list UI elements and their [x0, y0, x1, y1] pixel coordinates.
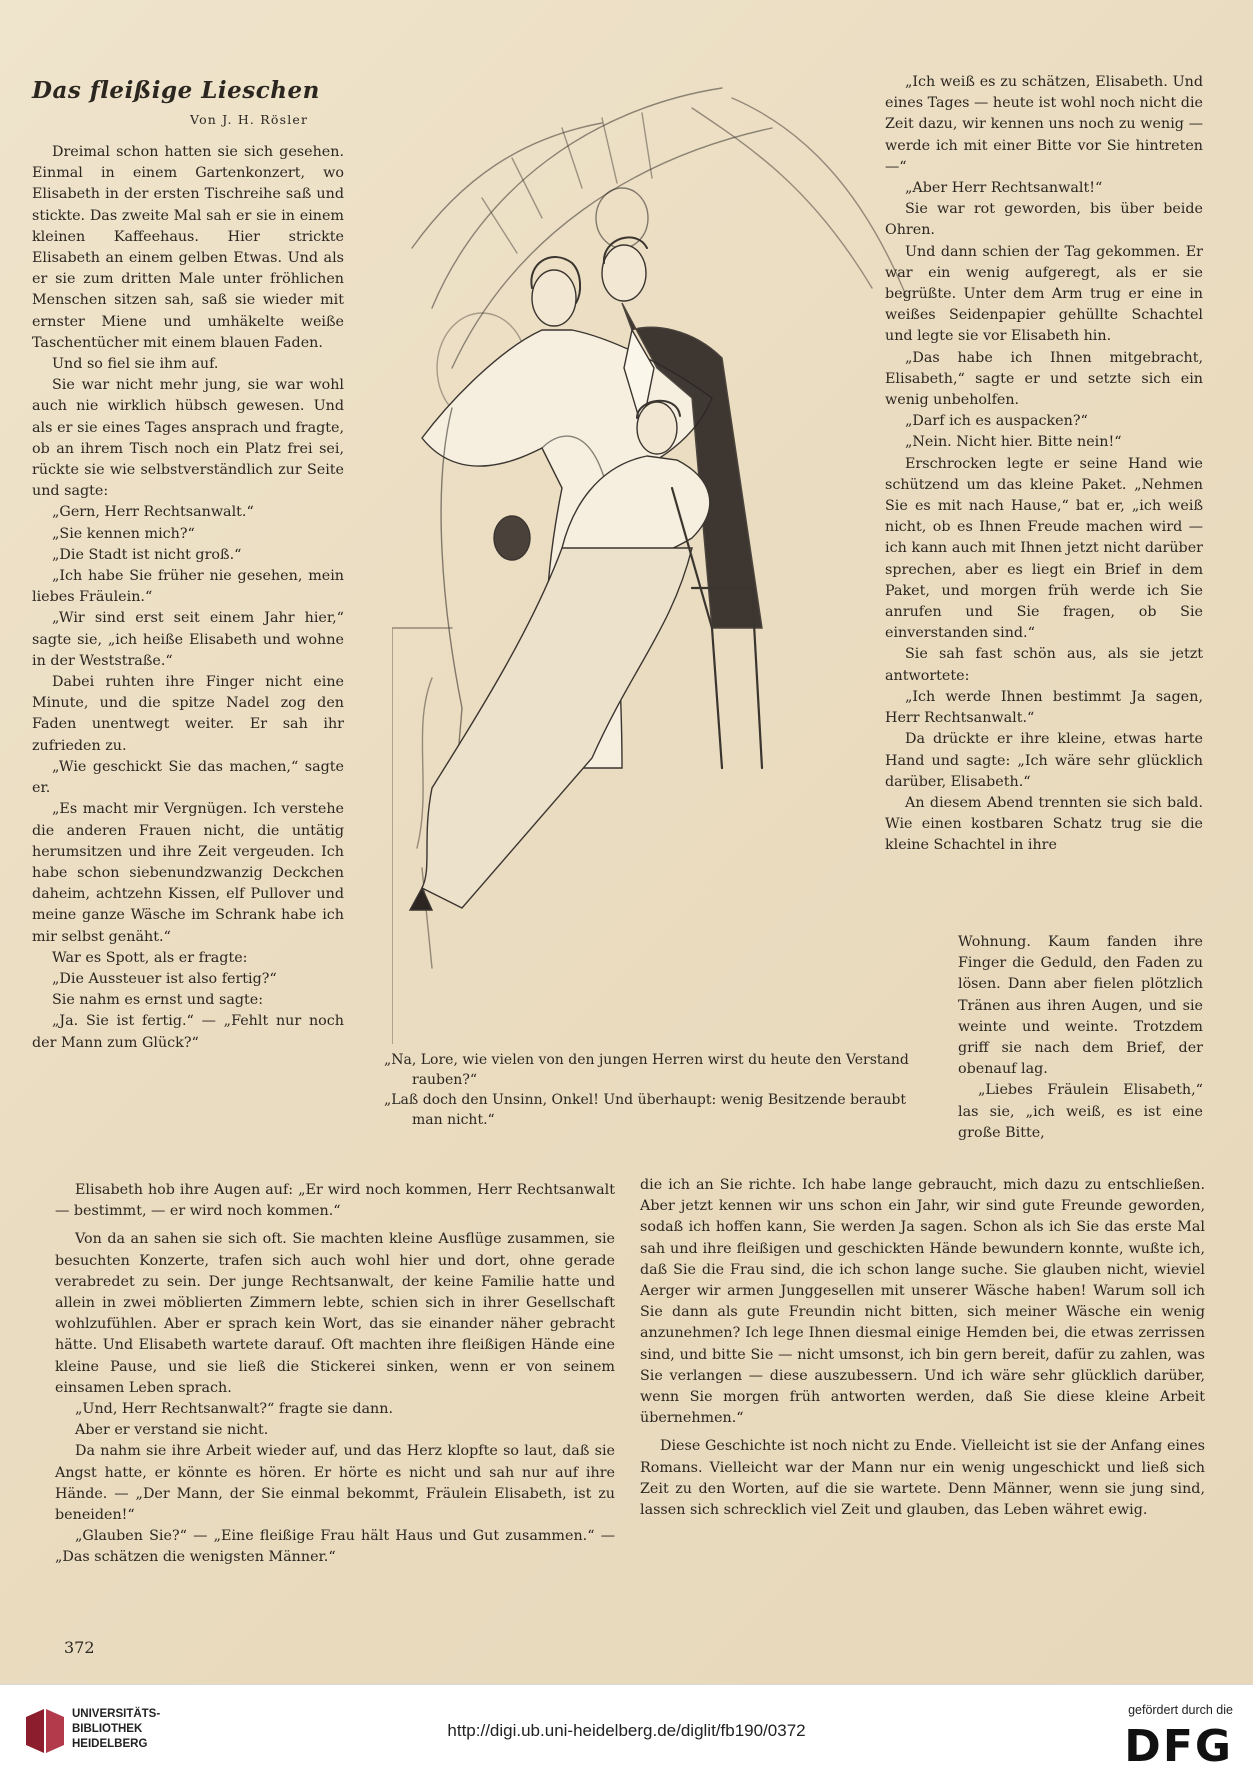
- paragraph: War es Spott, als er fragte:: [52, 949, 248, 966]
- paragraph: Diese Geschichte ist noch nicht zu Ende. Vielleicht ist sie der Anfang eines Romans. Vielleicht war der Mann nur ein wenig ungeschickt und ließ sich Zeit zu den Worten, auf die sie wartete. Denn Männer, wenn sie jung sind, lassen sich schrecklich viel Zeit und glauben, das Leben währet ewig.: [640, 1438, 1205, 1519]
- paragraph: Sie war nicht mehr jung, sie war wohl auch nie wirklich hübsch gewesen. Und als er sie eines Tages ansprach und fragte, ob an ihrem Tisch noch ein Platz frei sei, rückte sie wie selbstverständlich zur Seite und sagte:: [32, 377, 344, 500]
- paragraph: Elisabeth hob ihre Augen auf: „Er wird noch kommen, Herr Rechtsanwalt — bestimmt, — er wird noch kommen.“: [55, 1182, 615, 1220]
- paragraph: Sie nahm es ernst und sagte:: [52, 992, 264, 1009]
- article-byline: Von J. H. Rösler: [190, 112, 309, 127]
- paragraph: Erschrocken legte er seine Hand wie schützend um das kleine Paket. „Nehmen Sie es mit nach Hause,“ bat er, „ich weiß nicht, ob es Ihnen Freude machen wird — ich kann auch mit Ihnen jetzt nicht darüber sprechen, aber es liegt ein Brief in dem Paket, und morgen früh werde ich Sie anrufen und Sie fragen, ob Sie einverstanden sind.“: [885, 455, 1203, 642]
- paragraph: „Ja. Sie ist fertig.“ — „Fehlt nur noch der Mann zum Glück?“: [32, 1013, 344, 1051]
- column-left-wide: [55, 1180, 615, 1569]
- illustration: [392, 68, 917, 1044]
- paragraph: Dabei ruhten ihre Finger nicht eine Minute, und die spitze Nadel zog den Faden unentwegt weiter. Er sah ihr zufrieden zu.: [32, 674, 344, 754]
- viewer-footer: [0, 1684, 1253, 1778]
- paragraph: Von da an sahen sie sich oft. Sie machten kleine Ausflüge zusammen, sie besuchten Konzerte, trafen sich auch wohl hier und dort, ohne gerade verabredet zu sein. Der junge Rechtsanwalt, der keine Familie hatte und allein in zwei möblierten Zimmern lebte, schien sich in ihrer Gesellschaft wohlzufühlen. Aber er sprach kein Wort, das sie einander näher gebracht hätte. Und Elisabeth wartete darauf. Oft machten ihre fleißigen Hände eine kleine Pause, und sie ließ die Stickerei sinken, wenn er von seinem einsamen Leben sprach.: [55, 1231, 615, 1396]
- paragraph: „Glauben Sie?“ — „Eine fleißige Frau hält Haus und Gut zusammen.“ — „Das schätzen die wenigsten Männer.“: [55, 1528, 615, 1566]
- illustration-caption: [384, 1050, 914, 1130]
- paragraph: „Das habe ich Ihnen mitgebracht, Elisabeth,“ sagte er und setzte sich ein wenig unbeholfen.: [885, 349, 1203, 409]
- article-title: Das fleißige Lieschen: [32, 77, 320, 104]
- paragraph: Und dann schien der Tag gekommen. Er war ein wenig aufgeregt, als er sie begrüßte. Unter dem Arm trug er eine in weißes Seidenpapier gehüllte Schachtel und legte sie vor Elisabeth hin.: [885, 243, 1203, 345]
- paragraph: Da drückte er ihre kleine, etwas harte Hand und sagte: „Ich wäre sehr glücklich darüber, Elisabeth.“: [885, 731, 1203, 790]
- paragraph: „Nein. Nicht hier. Bitte nein!“: [905, 434, 1122, 451]
- paragraph: „Ich habe Sie früher nie gesehen, mein liebes Fräulein.“: [32, 568, 344, 606]
- paragraph: „Die Aussteuer ist also fertig?“: [52, 970, 277, 987]
- paragraph: „Aber Herr Rechtsanwalt!“: [905, 180, 1103, 197]
- column-left: [32, 142, 344, 1054]
- paragraph: „Sie kennen mich?“: [52, 525, 195, 542]
- paragraph: „Und, Herr Rechtsanwalt?“ fragte sie dann.: [75, 1401, 394, 1418]
- paragraph: Da nahm sie ihre Arbeit wieder auf, und das Herz klopfte so laut, daß sie Angst hatte, er könnte es hören. Er hörte es nicht und sah nur auf ihre Hände. — „Der Mann, der Sie einmal bekommt, Fräulein Elisabeth, ist zu beneiden!“: [55, 1443, 615, 1524]
- paragraph: Sie war rot geworden, bis über beide Ohren.: [885, 201, 1203, 239]
- paragraph: „Wir sind erst seit einem Jahr hier,“ sagte sie, „ich heiße Elisabeth und wohne in der Weststraße.“: [32, 610, 344, 669]
- permalink-url[interactable]: http://digi.ub.uni-heidelberg.de/diglit/fb190/0372: [447, 1721, 806, 1740]
- paragraph: „Wie geschickt Sie das machen,“ sagte er.: [32, 758, 344, 797]
- dfg-logo: DFG: [1124, 1721, 1233, 1772]
- column-right-narrow: [958, 932, 1203, 1144]
- paragraph: Dreimal schon hatten sie sich gesehen. Einmal in einem Gartenkonzert, wo Elisabeth in der ersten Tischreihe saß und stickte. Das zweite Mal sah er sie in einem kleinen Kaffeehaus. Hier strickte Elisabeth an einem gelben Etwas. Und als er sie zum dritten Male unter fröhlichen Menschen sitzen sah, saß sie wieder mit ernster Miene und umhäkelte weiße Taschentücher mit einem blauen Faden.: [32, 144, 344, 351]
- paragraph: „Gern, Herr Rechtsanwalt.“: [52, 504, 254, 521]
- page-number: 372: [64, 1638, 95, 1657]
- library-name: UNIVERSITÄTS- BIBLIOTHEK HEIDELBERG: [72, 1708, 161, 1750]
- paragraph: „Darf ich es auspacken?“: [905, 413, 1088, 430]
- column-bottom-right: [640, 1175, 1205, 1521]
- paragraph: Sie sah fast schön aus, als sie jetzt antwortete:: [885, 646, 1203, 684]
- paragraph: Und so fiel sie ihm auf.: [52, 356, 219, 373]
- paragraph: „Ich weiß es zu schätzen, Elisabeth. Und eines Tages — heute ist wohl noch nicht die Zeit dazu, wir kennen uns noch zu wenig — werde ich mit einer Bitte vor Sie hintreten —“: [885, 74, 1203, 175]
- paragraph: Wohnung. Kaum fanden ihre Finger die Geduld, den Faden zu lösen. Dann aber fielen plötzlich Tränen aus ihren Augen, und sie weinte und weinte. Trotzdem griff sie nach dem Brief, der obenauf lag.: [958, 934, 1203, 1078]
- paragraph: „Ich werde Ihnen bestimmt Ja sagen, Herr Rechtsanwalt.“: [885, 688, 1203, 727]
- paragraph: Aber er verstand sie nicht.: [75, 1422, 269, 1439]
- paragraph: „Es macht mir Vergnügen. Ich verstehe die anderen Frauen nicht, die untätig herumsitzen und ihre Zeit vergeuden. Ich habe schon siebenundzwanzig Deckchen daheim, achtzehn Kissen, elf Pullover und meine ganze Wäsche im Schrank habe ich mir selbst genäht.“: [32, 801, 344, 945]
- paragraph: die ich an Sie richte. Ich habe lange gebraucht, mich dazu zu entschließen. Aber jetzt kennen wir uns schon ein Jahr, wir sind gute Freunde geworden, sodaß ich hoffen kann, Sie werden Ja sagen. Schon als ich Sie das erste Mal sah und ihre fleißigen und geschickten Hände bewundern konnte, wußte ich, daß Sie die Frau sind, die ich schon lange suche. Sie glauben nicht, wieviel Aerger wir armen Junggesellen mit unserer Wäsche haben! Warum soll ich Sie dann als gute Freundin nicht bitten, sich meiner Wäsche ein wenig anzunehmen? Ich lege Ihnen diesmal einige Hemden bei, die etwas zerrissen sind, und bitte Sie — nicht umsonst, ich bin gern bereit, dafür zu zahlen, was Sie verlangen — diese auszubessern. Und ich wäre sehr glücklich darüber, wenn Sie morgen früh antworten werden, daß Sie diese kleine Arbeit übernehmen.“: [640, 1177, 1205, 1427]
- paragraph: „Die Stadt ist nicht groß.“: [52, 546, 242, 563]
- column-right: [885, 72, 1203, 857]
- caption-line: „Laß doch den Unsinn, Onkel! Und überhaupt: wenig Besitzende beraubt man nicht.“: [384, 1092, 906, 1128]
- caption-line: „Na, Lore, wie vielen von den jungen Herren wirst du heute den Verstand rauben?“: [384, 1052, 909, 1088]
- funding-note: gefördert durch die: [1128, 1703, 1233, 1717]
- paragraph: „Liebes Fräulein Elisabeth,“ las sie, „ich weiß, es ist eine große Bitte,: [958, 1082, 1203, 1141]
- paragraph: An diesem Abend trennten sie sich bald. Wie einen kostbaren Schatz trug sie die kleine Schachtel in ihre: [885, 794, 1203, 854]
